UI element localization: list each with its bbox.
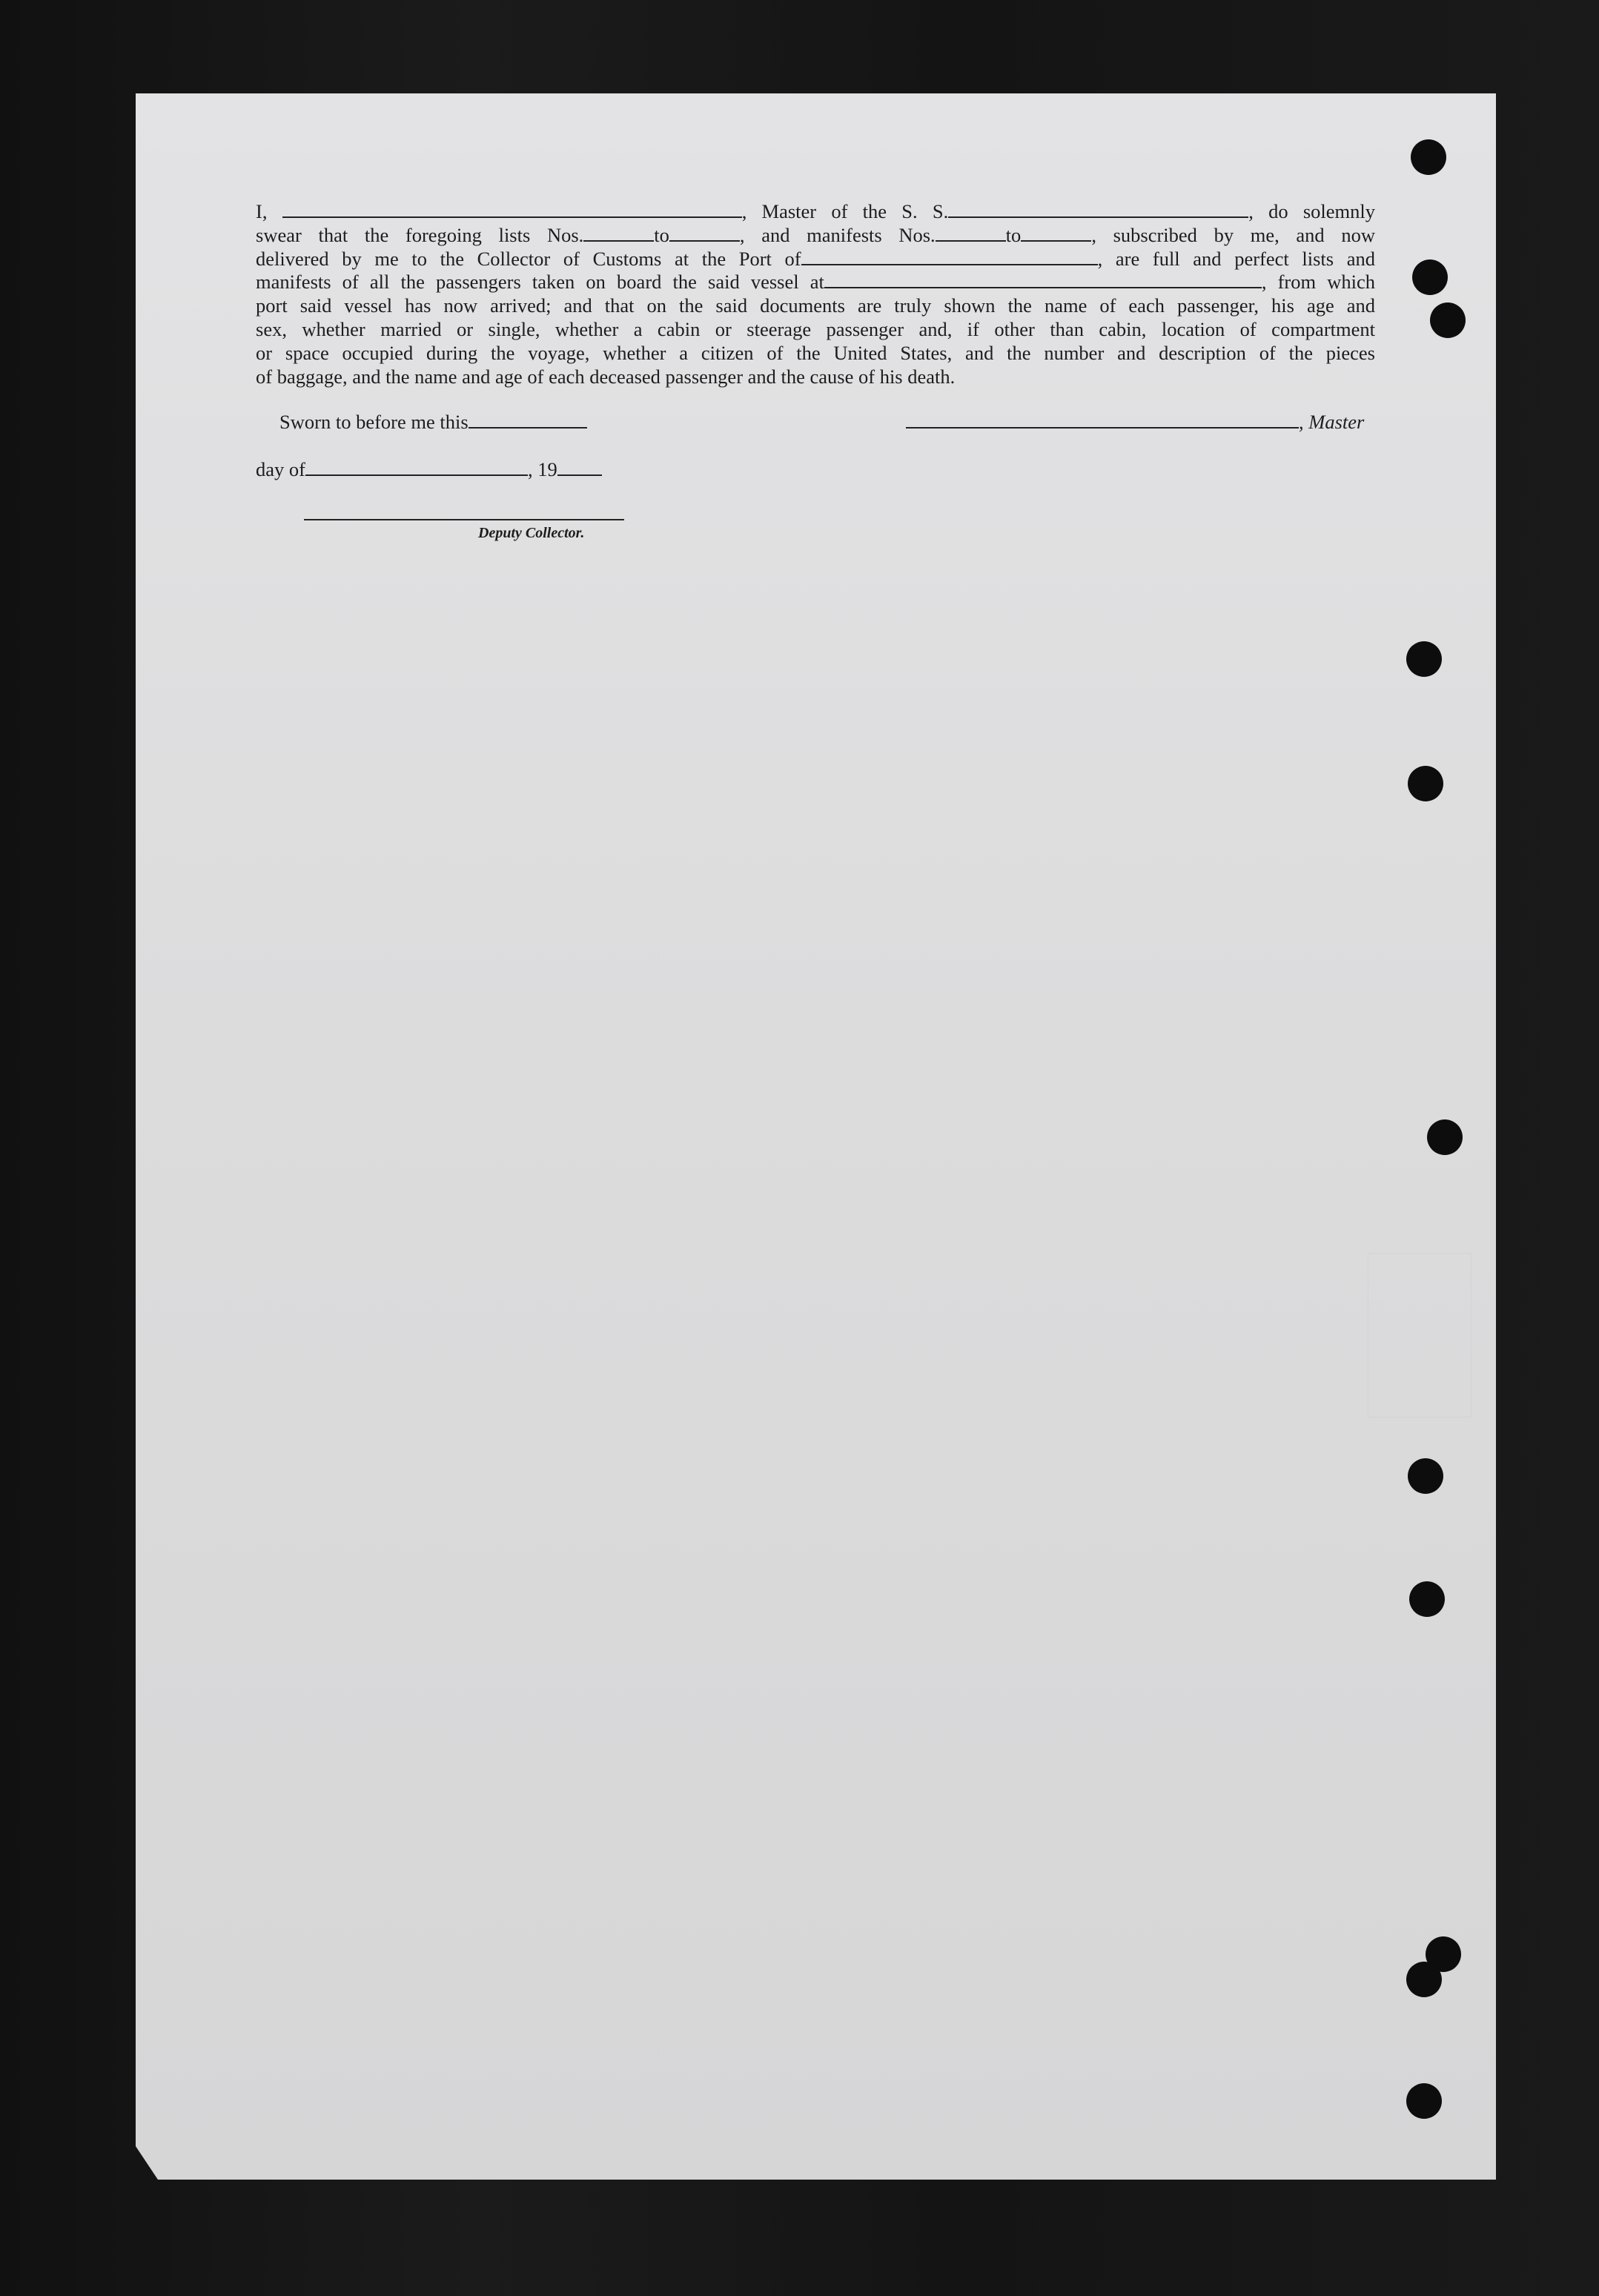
faint-stamp-mark — [1368, 1253, 1471, 1417]
sworn-text: Sworn to before me this — [279, 411, 469, 433]
oath-text: port said vessel has now arrived; and that on the said documents are truly shown the name of each passenger, his age and — [256, 294, 1375, 317]
punch-hole — [1430, 302, 1466, 338]
oath-text: to — [654, 223, 669, 246]
deputy-collector-label: Deputy Collector. — [478, 525, 585, 541]
oath-text: , do solemnly — [1248, 200, 1376, 222]
fill-in-blank — [669, 227, 740, 242]
oath-text: manifests of all the passengers taken on board the said vessel at — [256, 271, 824, 294]
oath-text: to — [1005, 223, 1022, 246]
punch-hole — [1412, 259, 1448, 295]
oath-text: swear that the foregoing lists Nos. — [256, 223, 584, 246]
oath-text: I, — [256, 200, 282, 222]
sworn-date-blank — [469, 414, 587, 429]
punch-hole — [1406, 641, 1442, 677]
fill-in-blank — [936, 227, 1006, 242]
punch-hole — [1411, 139, 1446, 175]
oath-line — [256, 342, 1375, 365]
sworn-line — [279, 410, 587, 434]
fill-in-blank — [1021, 227, 1091, 242]
oath-text: , are full and perfect lists and — [1097, 247, 1375, 270]
day-blank — [305, 461, 528, 476]
punch-hole — [1408, 1458, 1443, 1494]
oath-line — [256, 200, 1375, 224]
oath-text: , subscribed by me, and now — [1091, 223, 1375, 246]
punch-hole — [1409, 1581, 1445, 1617]
oath-paragraph — [256, 200, 1375, 388]
fill-in-blank — [801, 251, 1098, 265]
document-page — [136, 93, 1496, 2180]
master-signature-line — [906, 410, 1364, 434]
oath-line — [256, 318, 1375, 342]
fill-in-blank — [824, 274, 1262, 288]
oath-line — [256, 271, 1375, 294]
year-blank — [557, 461, 602, 476]
fill-in-blank — [948, 203, 1248, 218]
fill-in-blank — [583, 227, 654, 242]
punch-hole — [1408, 766, 1443, 801]
day-line — [256, 457, 602, 481]
oath-line — [256, 224, 1375, 248]
oath-text: , and manifests Nos. — [739, 223, 936, 246]
punch-hole — [1406, 1962, 1442, 1997]
oath-text: sex, whether married or single, whether a cabin or steerage passenger and, if other than cabin, location of compartment — [256, 317, 1375, 340]
oath-text: delivered by me to the Collector of Customs at the Port of — [256, 247, 801, 270]
year-prefix: , 19 — [527, 458, 557, 480]
oath-line — [256, 365, 1375, 389]
oath-line — [256, 294, 1375, 318]
punch-hole — [1406, 2083, 1442, 2119]
oath-line — [256, 248, 1375, 271]
oath-text: or space occupied during the voyage, whether a citizen of the United States, and the number and description of the pieces — [256, 341, 1375, 364]
master-signature-blank — [906, 414, 1299, 429]
oath-text: , from which — [1261, 271, 1375, 294]
master-comma: , — [1299, 411, 1304, 433]
deputy-signature-line — [304, 519, 624, 520]
fill-in-blank — [282, 203, 742, 218]
punch-hole — [1427, 1119, 1463, 1155]
oath-text: , Master of the S. S. — [741, 200, 949, 222]
oath-text: of baggage, and the name and age of each deceased passenger and the cause of his death. — [256, 365, 956, 388]
day-text: day of — [256, 458, 305, 480]
master-label: Master — [1308, 411, 1365, 433]
